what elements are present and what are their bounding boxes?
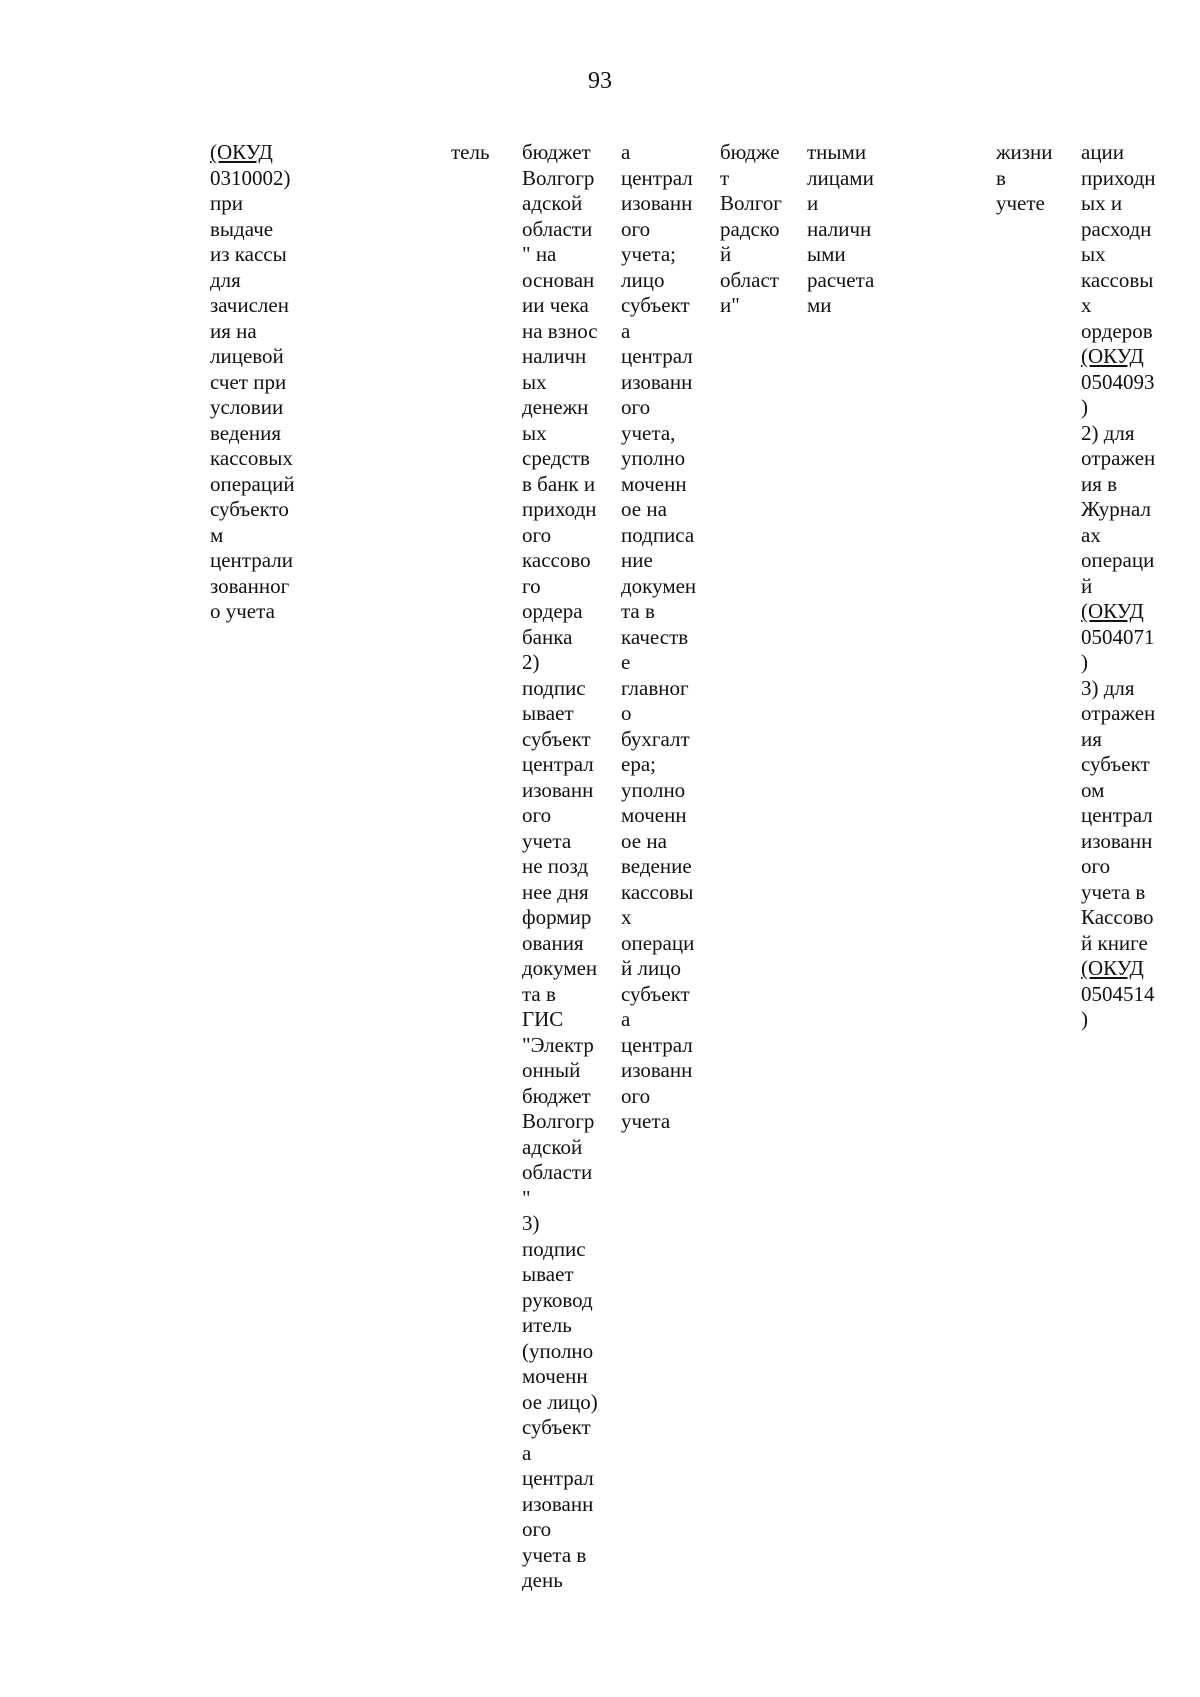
text-line: ое на: [621, 497, 667, 521]
text-line: изованн: [1081, 828, 1153, 853]
text-line: операци: [621, 930, 695, 955]
text-line: ия в: [1081, 471, 1118, 496]
text-line: а: [522, 1440, 532, 1465]
text-line: докумен: [621, 573, 697, 598]
text-line: й книге: [1081, 930, 1148, 955]
text-line: руковод: [522, 1287, 593, 1312]
text-line: ого: [522, 803, 552, 827]
text-line: ого: [621, 1083, 651, 1108]
text-line: 2) для: [1081, 420, 1135, 445]
text-line: централ: [522, 752, 594, 776]
text-line: области: [522, 216, 593, 241]
text-line: Волгогр: [522, 1109, 595, 1133]
text-line: ГИС: [522, 1007, 564, 1031]
text-line: моченн: [522, 1364, 588, 1388]
text-line: х: [621, 905, 632, 929]
text-line: качеств: [621, 624, 689, 649]
text-line: т: [720, 165, 730, 190]
text-line: счет при: [210, 369, 287, 394]
text-line: 0504071: [1081, 624, 1155, 649]
text-line: Журнал: [1081, 497, 1152, 521]
text-line: онный: [522, 1058, 581, 1082]
text-line: кассовых: [210, 446, 293, 470]
text-line: бюджет: [522, 140, 591, 164]
text-line: субъект: [621, 293, 690, 317]
text-line: ывает: [522, 701, 574, 725]
text-line: централи: [210, 548, 293, 572]
column-procedure: [522, 140, 598, 1594]
text-line: в: [996, 165, 1006, 190]
text-line: та в: [522, 981, 556, 1006]
text-line: адской: [522, 191, 583, 215]
text-line: ывает: [522, 1262, 574, 1286]
text-line: ое лицо): [522, 1389, 598, 1414]
text-line: ): [1081, 1007, 1088, 1031]
text-line: учета в: [1081, 879, 1146, 904]
text-line: " на: [522, 242, 557, 266]
text-line: жизни: [996, 140, 1053, 164]
text-line: (ОКУД: [210, 140, 273, 164]
text-line: Волгогр: [522, 165, 595, 190]
text-line: кассово: [522, 548, 591, 572]
text-line: средств: [522, 446, 590, 470]
text-line: й: [720, 242, 732, 266]
text-line: области: [522, 1160, 593, 1184]
text-line: субъект: [522, 726, 591, 751]
text-line: м: [210, 522, 224, 547]
text-line: в банк и: [522, 471, 596, 496]
text-line: учета: [522, 828, 572, 853]
column-storage: [996, 140, 1053, 217]
text-line: изованн: [621, 1058, 693, 1082]
text-line: кассовы: [1081, 267, 1154, 292]
text-line: моченн: [621, 471, 687, 496]
text-line: подпис: [522, 675, 586, 700]
text-line: субъект: [522, 1415, 591, 1439]
text-line: бюдже: [720, 140, 780, 164]
text-line: зачислен: [210, 293, 289, 317]
text-line: ": [522, 1185, 531, 1210]
text-line: централ: [522, 1466, 594, 1490]
text-line: ых: [1081, 242, 1106, 266]
text-line: 0504093: [1081, 369, 1155, 394]
text-line: учета,: [621, 420, 676, 445]
text-line: главног: [621, 675, 689, 700]
text-line: подписа: [621, 522, 695, 547]
text-line: учета: [621, 1109, 671, 1133]
text-line: зованног: [210, 573, 290, 598]
column-executor: [451, 140, 490, 166]
text-line: област: [720, 267, 779, 292]
text-line: приходн: [522, 497, 597, 521]
text-line: лицо: [621, 267, 665, 292]
text-line: основан: [522, 267, 595, 292]
text-line: операций: [210, 471, 295, 496]
text-line: (ОКУД: [1081, 599, 1144, 623]
text-line: изованн: [621, 191, 693, 215]
text-line: ое на: [621, 828, 667, 853]
text-line: подпис: [522, 1236, 586, 1261]
text-line: банка: [522, 624, 573, 649]
text-line: ): [1081, 395, 1088, 419]
text-line: х: [1081, 293, 1092, 317]
text-line: ом: [1081, 777, 1105, 802]
text-line: ия: [1081, 726, 1102, 751]
text-line: ых: [522, 369, 547, 394]
text-line: та в: [621, 599, 655, 623]
text-line: и": [720, 293, 740, 317]
text-line: учета;: [621, 242, 676, 266]
text-line: "Электр: [522, 1032, 594, 1057]
text-line: докумен: [522, 956, 598, 980]
text-line: централ: [621, 344, 693, 368]
text-line: на взнос: [522, 318, 598, 343]
text-line: централ: [621, 1032, 693, 1057]
text-line: (ОКУД: [1081, 956, 1144, 980]
text-line: о: [621, 701, 632, 725]
text-line: ми: [807, 293, 832, 317]
text-line: 2): [522, 650, 540, 674]
text-line: лицевой: [210, 344, 284, 368]
text-line: ние: [621, 548, 653, 572]
text-line: кассовы: [621, 879, 694, 904]
text-line: го: [522, 573, 541, 598]
text-line: й: [1081, 573, 1093, 598]
text-line: ого: [522, 1517, 552, 1541]
text-line: субъект: [1081, 752, 1150, 776]
text-line: субъект: [621, 981, 690, 1006]
text-line: изованн: [522, 777, 594, 802]
column-system: [720, 140, 782, 319]
text-line: учета в: [522, 1542, 587, 1567]
text-line: й лицо: [621, 956, 681, 980]
text-line: день: [522, 1568, 563, 1592]
text-line: выдаче: [210, 216, 274, 241]
text-line: при: [210, 191, 243, 215]
text-line: лицами: [807, 165, 874, 190]
text-line: приходн: [1081, 165, 1156, 190]
text-line: радско: [720, 216, 780, 241]
text-line: ия на: [210, 318, 257, 343]
text-line: из кассы: [210, 242, 287, 266]
text-line: ведения: [210, 420, 281, 445]
text-line: а: [621, 140, 631, 164]
text-line: ): [1081, 650, 1088, 674]
text-line: уполно: [621, 777, 686, 802]
text-line: ого: [621, 395, 651, 419]
text-line: адской: [522, 1134, 583, 1159]
text-line: ера;: [621, 752, 656, 776]
text-line: (ОКУД: [1081, 344, 1144, 368]
text-line: ых: [522, 420, 547, 445]
text-line: ого: [1081, 854, 1111, 878]
text-line: расходн: [1081, 216, 1152, 241]
text-line: денежн: [522, 395, 589, 419]
text-line: уполно: [621, 446, 686, 470]
text-line: ых и: [1081, 191, 1123, 215]
text-line: ордера: [522, 599, 583, 623]
text-line: 3) для: [1081, 675, 1135, 700]
text-line: централ: [621, 165, 693, 190]
text-line: операци: [1081, 548, 1155, 572]
text-line: а: [621, 318, 631, 343]
text-line: ии чека: [522, 293, 589, 317]
text-line: централ: [1081, 803, 1153, 827]
column-registers: [1081, 140, 1156, 1033]
text-line: отражен: [1081, 701, 1156, 725]
text-line: отражен: [1081, 446, 1156, 470]
text-line: моченн: [621, 803, 687, 827]
text-line: Кассово: [1081, 905, 1154, 929]
column-responsible-person: [621, 140, 696, 1135]
text-line: бюджет: [522, 1083, 591, 1108]
column-document-form: [210, 140, 295, 625]
text-line: формир: [522, 905, 592, 929]
text-line: субъекто: [210, 497, 289, 521]
text-line: 0504514: [1081, 981, 1155, 1006]
text-line: Волгог: [720, 191, 782, 215]
text-line: ах: [1081, 522, 1101, 547]
text-line: и: [807, 191, 819, 215]
text-line: изованн: [621, 369, 693, 394]
text-line: наличн: [522, 344, 587, 368]
text-line: учете: [996, 191, 1045, 215]
text-line: 3): [522, 1211, 540, 1235]
text-line: ого: [621, 216, 651, 241]
page-number: 93: [588, 68, 612, 94]
column-counterparties: [807, 140, 874, 319]
text-line: расчета: [807, 267, 875, 292]
text-line: тель: [451, 140, 490, 164]
text-line: наличн: [807, 216, 872, 241]
text-line: для: [210, 267, 241, 292]
text-line: итель: [522, 1313, 572, 1337]
text-line: изованн: [522, 1491, 594, 1516]
text-line: ования: [522, 930, 584, 955]
text-line: не позд: [522, 854, 589, 878]
text-line: бухгалт: [621, 726, 690, 751]
text-line: ведение: [621, 854, 692, 878]
text-line: о учета: [210, 599, 275, 623]
text-line: условии: [210, 395, 284, 419]
text-line: ации: [1081, 140, 1125, 164]
text-line: ордеров: [1081, 318, 1153, 343]
text-line: ого: [522, 522, 552, 547]
text-line: ыми: [807, 242, 846, 266]
text-line: нее дня: [522, 879, 589, 904]
text-line: а: [621, 1007, 631, 1031]
text-line: 0310002): [210, 165, 291, 190]
text-line: е: [621, 650, 631, 674]
text-line: (уполно: [522, 1338, 594, 1363]
text-line: тными: [807, 140, 867, 164]
